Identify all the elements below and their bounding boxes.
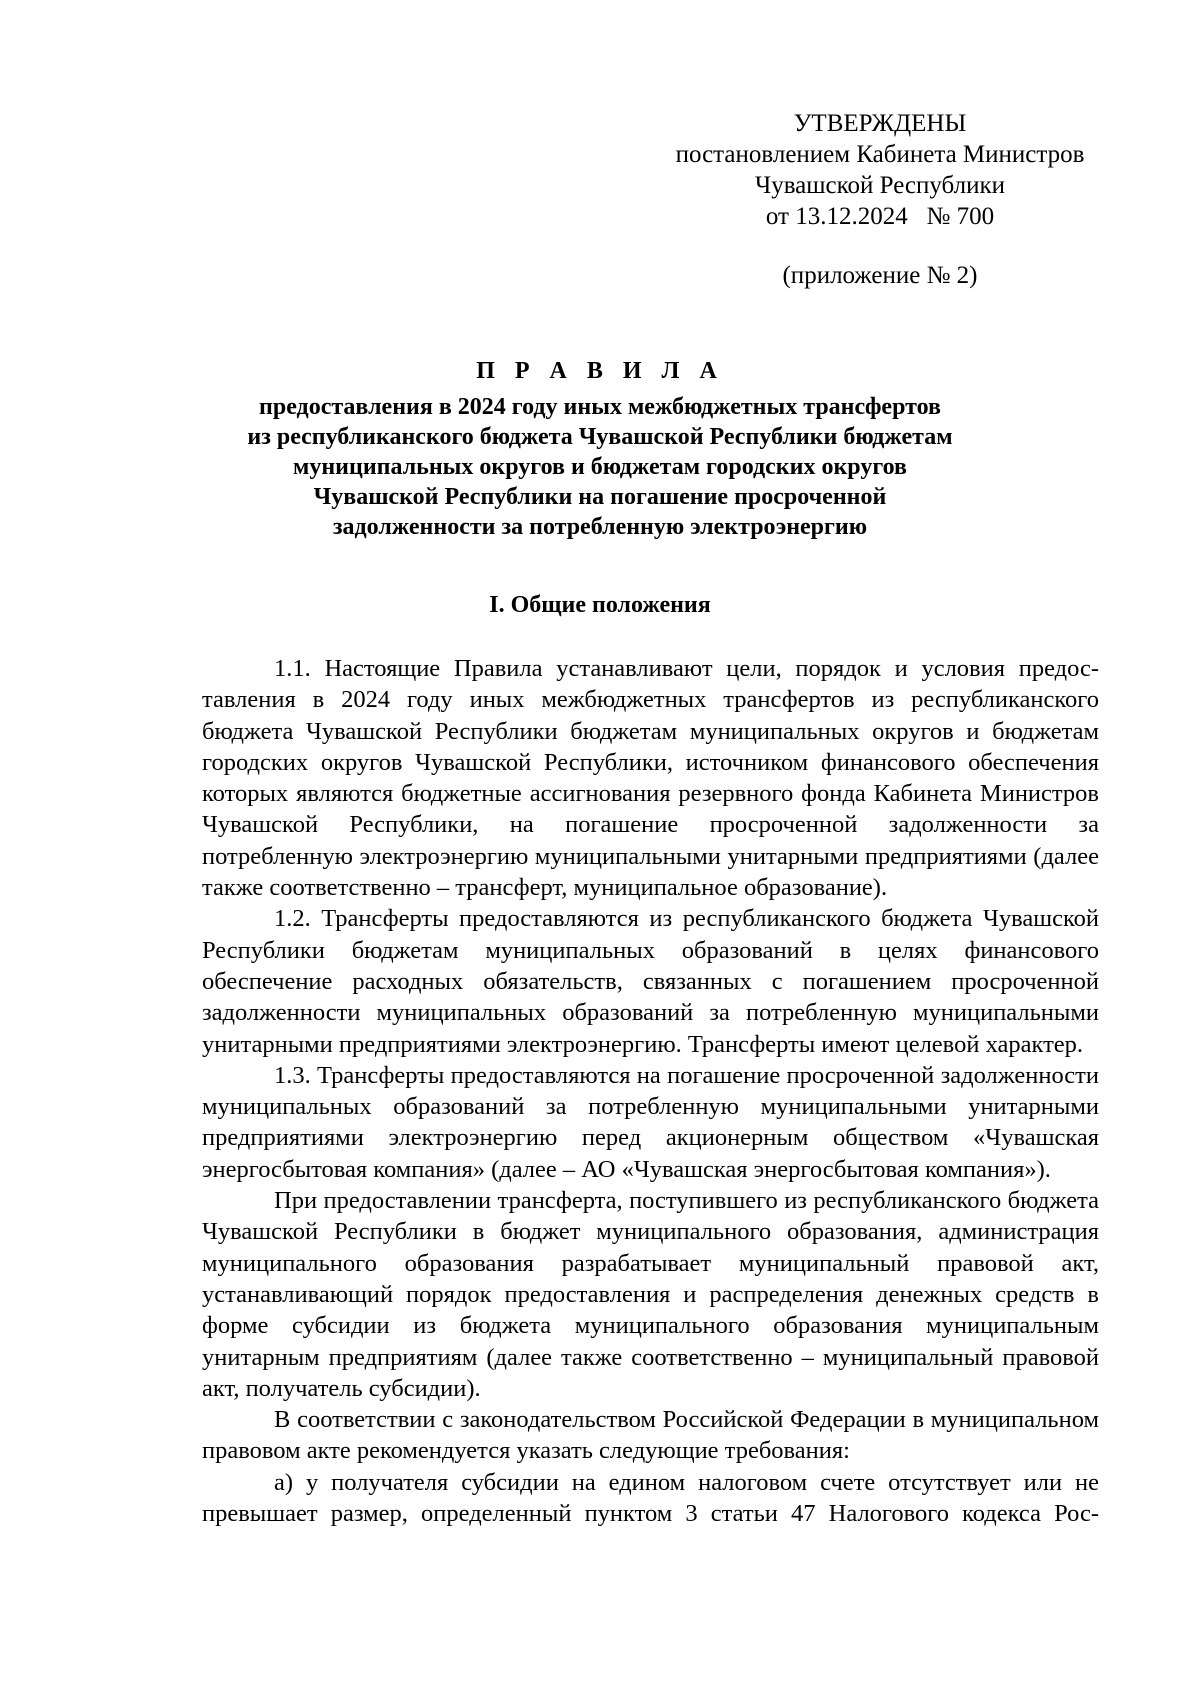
document-title — [150, 356, 1050, 542]
approval-republic: Чувашской Республики — [754, 172, 1006, 199]
document-body — [202, 653, 1099, 1529]
attachment-label: (приложение № 2) — [782, 262, 978, 289]
title-line: задолженности за потребленную электроэнергию — [332, 514, 868, 540]
approval-heading: УТВЕРЖДЕНЫ — [793, 110, 967, 137]
paragraph-1-3: 1.3. Трансферты предоставляются на погашение просроченной задолженности муниципальных образований за потребленную муниципальными унитарными предприятиями электроэнергию перед акционерным обществом «Чувашская энергосбытовая компания» (далее – АО «Чувашская энергосбытовая компания»). — [202, 1061, 1099, 1183]
approval-stamp — [640, 108, 1120, 291]
paragraph-municipal-act: При предоставлении трансферта, поступившего из республиканского бюджета Чувашской Республики в бюджет муниципального образования, администрация муниципального образования разрабатывает муниципальный правовой акт, устанавливающий порядок предоставления и распределения денежных средств в форме субсидии из бюджета муниципального образования муниципальным унитарным предприятиям (далее также соответственно – муниципальный правовой акт, получатель субсидии). — [202, 1187, 1099, 1402]
paragraph-requirement-a: а) у получателя субсидии на едином налоговом счете отсутствует или не превышает размер, определенный пунктом 3 статьи 47 Налогового кодекса Рос- — [202, 1468, 1099, 1528]
title-main: П Р А В И Л А — [476, 358, 724, 384]
title-line: Чувашской Республики на погашение просроченной — [313, 484, 887, 510]
approval-date-number: от 13.12.2024 № 700 — [765, 203, 995, 230]
title-line: предоставления в 2024 году иных межбюджетных трансфертов — [259, 394, 941, 420]
paragraph-requirements: В соответствии с законодательством Российской Федерации в муниципальном правовом акте рекомендуется указать следующие требования: — [202, 1406, 1099, 1465]
title-line: муниципальных округов и бюджетам городских округов — [293, 454, 907, 480]
title-line: из республиканского бюджета Чувашской Республики бюджетам — [247, 424, 953, 450]
paragraph-1-1: 1.1. Настоящие Правила устанавливают цели, порядок и условия предоставления в 2024 году иных межбюджетных трансфертов из республиканского бюджета Чувашской Республики бюджетам муниципальных округов и бюджетам городских округов Чувашской Республики, источником финансового обеспечения которых являются бюджетные ассигнования резервного фонда Кабинета Министров Чувашской Республики, на погашение просроченной задолженности за потребленную электроэнергию муниципальными унитарными предприятиями (далее также соответственно – трансферт, муниципальное образование). — [202, 655, 1099, 902]
approval-issuer: постановлением Кабинета Министров — [675, 141, 1085, 168]
paragraph-1-2: 1.2. Трансферты предоставляются из республиканского бюджета Чувашской Республики бюджетам муниципальных образований в целях финансового обеспечение расходных обязательств, связанных с погашением просроченной задолженности муниципальных образований за потребленную муниципальными унитарными предприятиями электроэнергию. Трансферты имеют целевой характер. — [202, 905, 1099, 1058]
section-heading: I. Общие положения — [489, 592, 711, 618]
